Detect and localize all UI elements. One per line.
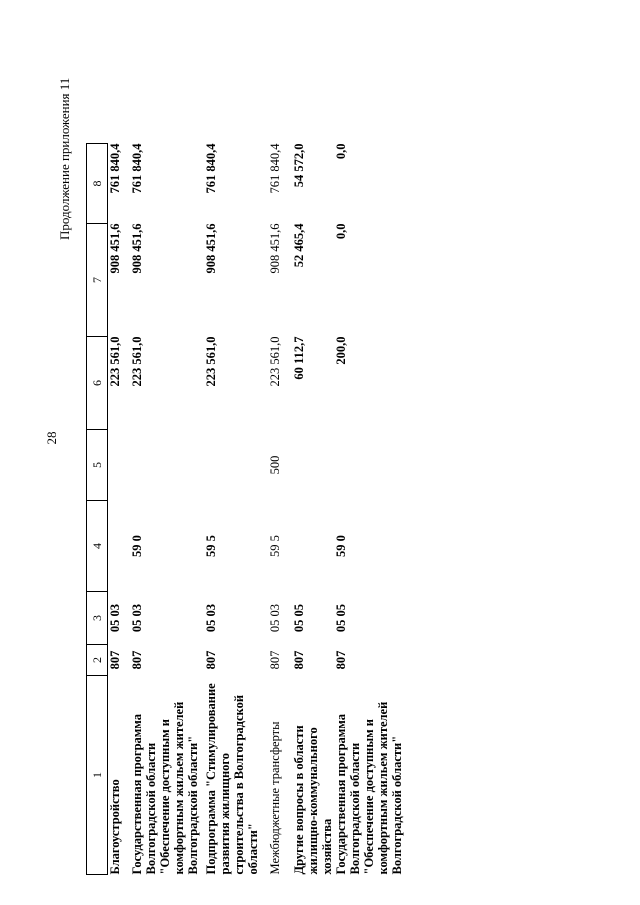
cell-c8: 761 840,4 — [130, 143, 144, 194]
cell-c8: 761 840,4 — [204, 143, 218, 194]
cell-c3: 05 03 — [268, 603, 282, 633]
cell-c6: 223 561,0 — [204, 336, 218, 387]
cell-c7: 908 451,6 — [130, 223, 144, 274]
cell-c2: 807 — [334, 650, 348, 670]
cell-c3: 05 03 — [130, 603, 144, 633]
page-number: 28 — [44, 431, 59, 445]
table-row — [292, 144, 334, 875]
cell-c5 — [130, 430, 204, 501]
cell-c7: 52 465,4 — [292, 223, 306, 268]
cell-c3: 05 05 — [334, 603, 348, 633]
cell-c3: 05 05 — [292, 603, 306, 633]
row-name: Другие вопросы в области жилищно-коммунального хозяйства — [292, 725, 334, 875]
cell-c3: 05 03 — [108, 603, 122, 633]
cell-c7: 908 451,6 — [204, 223, 218, 274]
column-header: 7 — [87, 224, 108, 337]
cell-c8: 54 572,0 — [292, 143, 306, 188]
column-header: 2 — [87, 645, 108, 676]
cell-c2: 807 — [292, 650, 306, 670]
cell-c5 — [292, 430, 334, 501]
row-name: Подпрограмма "Стимулирование развития жилищного строительства в Волгоградской области" — [204, 683, 260, 875]
table-header-row — [87, 144, 108, 875]
row-name: Благоустройство — [108, 779, 122, 875]
cell-c4: 59 5 — [204, 535, 218, 557]
cell-c2: 807 — [204, 650, 218, 670]
cell-c6: 60 112,7 — [292, 336, 306, 380]
table-row — [204, 144, 268, 875]
cell-c5: 500 — [268, 455, 282, 475]
cell-c8: 761 840,4 — [108, 143, 122, 194]
cell-c4 — [108, 501, 131, 592]
table-row — [334, 144, 430, 875]
table-row — [108, 144, 131, 875]
column-header: 4 — [87, 501, 108, 592]
cell-c4: 59 0 — [130, 535, 144, 557]
table-row — [130, 144, 204, 875]
cell-c6: 223 561,0 — [108, 336, 122, 387]
column-header: 3 — [87, 592, 108, 645]
column-header: 5 — [87, 430, 108, 501]
cell-c8: 761 840,4 — [268, 143, 282, 194]
column-header: 1 — [87, 676, 108, 875]
continuation-label: Продолжение приложения 11 — [57, 77, 72, 240]
cell-c5 — [108, 430, 131, 501]
cell-c6: 200,0 — [334, 336, 348, 365]
cell-c4 — [292, 501, 334, 592]
column-header: 8 — [87, 144, 108, 224]
cell-c3: 05 03 — [204, 603, 218, 633]
column-header: 6 — [87, 337, 108, 430]
cell-c4: 59 5 — [268, 535, 282, 557]
budget-table — [86, 143, 430, 875]
cell-c2: 807 — [268, 650, 282, 670]
table-row — [268, 144, 292, 875]
cell-c7: 908 451,6 — [268, 223, 282, 274]
cell-c8: 0,0 — [334, 143, 348, 160]
cell-c5 — [334, 430, 430, 501]
cell-c5 — [204, 430, 268, 501]
cell-c6: 223 561,0 — [268, 336, 282, 387]
cell-c6: 223 561,0 — [130, 336, 144, 387]
row-name: Государственная программа Волгоградской области "Обеспечение доступным и комфортным жильем жителей Волгоградской области" — [130, 701, 200, 875]
cell-c7: 0,0 — [334, 223, 348, 240]
row-name: Межбюджетные трансферты — [268, 721, 282, 875]
row-name: Государственная программа Волгоградской области "Обеспечение доступным и комфортным жильем жителей Волгоградской области" — [334, 701, 404, 875]
cell-c4: 59 0 — [334, 535, 348, 557]
cell-c2: 807 — [130, 650, 144, 670]
cell-c2: 807 — [108, 650, 122, 670]
cell-c7: 908 451,6 — [108, 223, 122, 274]
table-body — [108, 144, 431, 875]
